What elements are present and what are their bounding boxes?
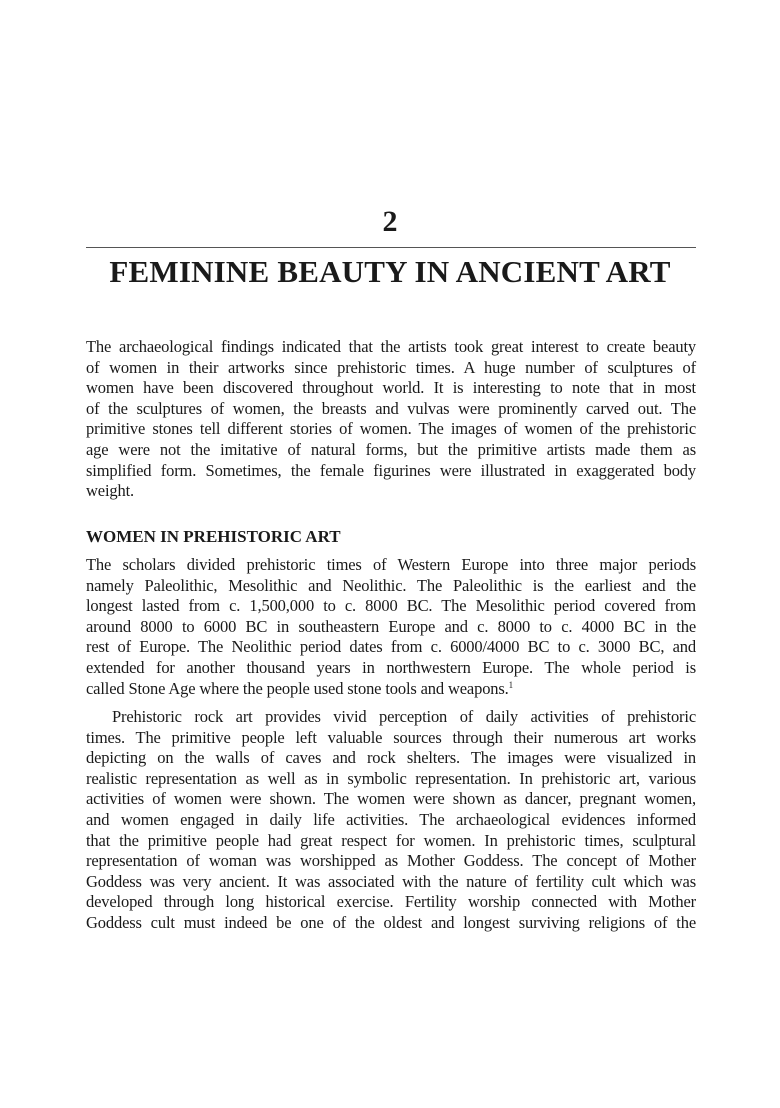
text-line: activities of women were shown. The women were shown as dancer, pregnant women,: [86, 789, 696, 809]
chapter-number: 2: [382, 205, 398, 238]
text-line: The archaeological findings indicated that the artists took great interest to create beauty: [86, 337, 696, 356]
text-line: of women in their artworks since prehistoric times. A huge number of sculptures of: [86, 357, 696, 377]
text-line: Prehistoric rock art provides vivid perception of daily activities of prehistoric: [112, 707, 696, 726]
section-heading: WOMEN IN PREHISTORIC ART: [86, 527, 341, 546]
text-line: longest lasted from c. 1,500,000 to c. 8000 BC. The Mesolithic period covered from: [86, 596, 696, 616]
text-line: primitive stones tell different stories of women. The images of women of the prehistoric: [86, 419, 696, 439]
chapter-divider: [86, 247, 696, 248]
text-line: of the sculptures of women, the breasts and vulvas were prominently carved out. The: [86, 398, 696, 418]
intro-paragraph: [86, 337, 696, 502]
text-line: rest of Europe. The Neolithic period dates from c. 6000/4000 BC to c. 3000 BC, and: [86, 637, 696, 657]
text-line: simplified form. Sometimes, the female figurines were illustrated in exaggerated body: [86, 460, 696, 480]
text-line-with-footnote: [86, 679, 696, 700]
text-line: called Stone Age where the people used stone tools and weapons.: [86, 678, 509, 698]
text-line: namely Paleolithic, Mesolithic and Neolithic. The Paleolithic is the earliest and the: [86, 575, 696, 595]
text-line: times. The primitive people left valuable sources through their numerous art works: [86, 727, 696, 747]
section-paragraph-2: [86, 707, 696, 934]
text-line: women have been discovered throughout world. It is interesting to note that in most: [86, 378, 696, 398]
text-line: and women engaged in daily life activities. The archaeological evidences informed: [86, 809, 696, 829]
text-line: The scholars divided prehistoric times of Western Europe into three major periods: [86, 555, 696, 574]
text-line: Goddess cult must indeed be one of the oldest and longest surviving religions of the: [86, 912, 696, 932]
text-line: Goddess was very ancient. It was associated with the nature of fertility cult which was: [86, 871, 696, 891]
section-paragraph-1: [86, 555, 696, 699]
text-line: realistic representation as well as in symbolic representation. In prehistoric art, various: [86, 768, 696, 788]
text-line: representation of woman was worshipped as Mother Goddess. The concept of Mother: [86, 851, 696, 871]
chapter-title: FEMININE BEAUTY IN ANCIENT ART: [109, 254, 671, 289]
text-line: depicting on the walls of caves and rock shelters. The images were visualized in: [86, 748, 696, 768]
text-line: that the primitive people had great respect for women. In prehistoric times, sculptural: [86, 830, 696, 850]
text-line: around 8000 to 6000 BC in southeastern Europe and c. 8000 to c. 4000 BC in the: [86, 616, 696, 636]
text-line: extended for another thousand years in northwestern Europe. The whole period is: [86, 657, 696, 677]
text-line: developed through long historical exercise. Fertility worship connected with Mother: [86, 892, 696, 912]
text-line: weight.: [86, 481, 134, 501]
text-line: age were not the imitative of natural forms, but the primitive artists made them as: [86, 439, 696, 459]
footnote-reference[interactable]: 1: [508, 679, 514, 690]
